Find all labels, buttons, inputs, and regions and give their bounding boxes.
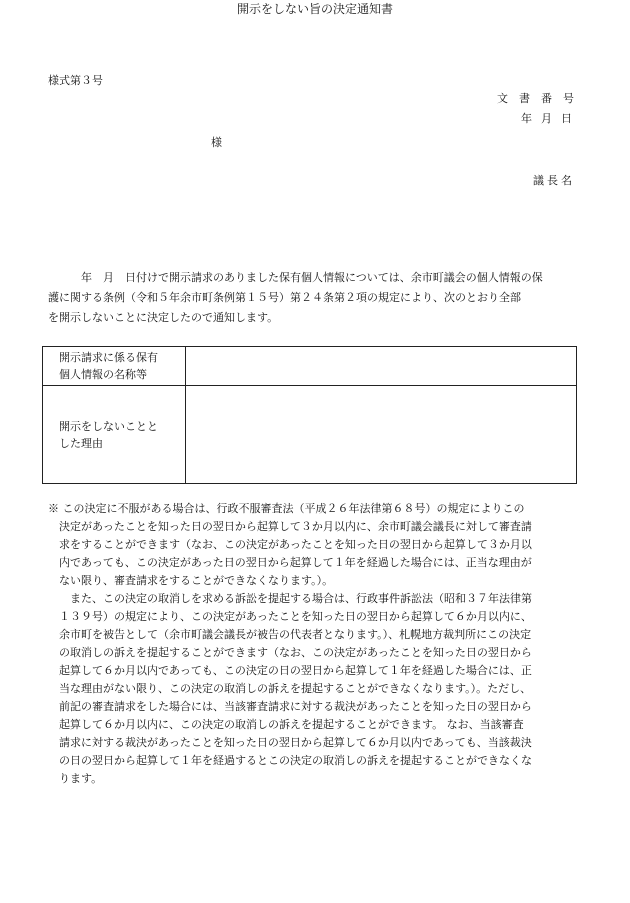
chairman-name: 議長名 <box>533 174 575 187</box>
row-value-info-name <box>186 347 577 386</box>
form-number: 様式第３号 <box>48 74 103 87</box>
row-value-reason <box>186 386 577 484</box>
body-paragraph: 年 月 日付けで開示請求のありました保有個人情報については、余市町議会の個人情報の保 護に関する条例（令和５年余市町条例第１５号）第２４条第２項の規定により、次のとおり全部 を開示しないことに決定したので通知します。 <box>48 271 543 324</box>
row-label-reason: 開示をしないことと した理由 <box>43 386 186 484</box>
date-line: 年月日 <box>521 112 581 125</box>
appeal-note: ※ この決定に不服がある場合は、行政不服審査法（平成２６年法律第６８号）の規定によりこの 決定があったことを知った日の翌日から起算して３か月以内に、余市町議会議長に対して審査請 求をすることができます（なお、この決定があったことを知った日の翌日から起算して３か月以 内であっても、この決定があった日の翌日から起算して１年を経過した場合には、正当な理由が ない限り、審査請求をすることができなくなります。）。 また、この決定の取消しを求める訴訟を提起する場合は、行政事件訴訟法（昭和３７年法律第 １３９号）の規定により、この決定があったことを知った日の翌日から起算して６か月以内に、 余市町を被告として（余市町議会議長が被告の代表者となります。）、札幌地方裁判所にこの決定 の取消しの訴えを提起することができます（なお、この決定があったことを知った日の翌日から 起算して６か月以内であっても、この決定の日の翌日から起算して１年を経過した場合には、正 当な理由がない限り、この決定の取消しの訴えを提起することができなくなります。）。ただし、 前記の審査請求をした場合には、当該審査請求に対する裁決があったことを知った日の翌日から 起算して６か月以内に、この決定の取消しの訴えを提起することができます。 なお、当該審査 請求に対する裁決があったことを知った日の翌日から起算して６か月以内であっても、当該裁決 の日の翌日から起算して１年を経過するとこの決定の取消しの訴えを提起することができなくな ります。 <box>48 502 532 785</box>
addressee-suffix: 様 <box>211 136 222 149</box>
document-number: 文書番号 <box>497 92 585 105</box>
table-row <box>43 386 577 484</box>
table-row <box>43 347 577 386</box>
info-table <box>42 346 577 484</box>
row-label-info-name: 開示請求に係る保有 個人情報の名称等 <box>43 347 186 386</box>
document-title: 開示をしない旨の決定通知書 <box>236 2 393 16</box>
